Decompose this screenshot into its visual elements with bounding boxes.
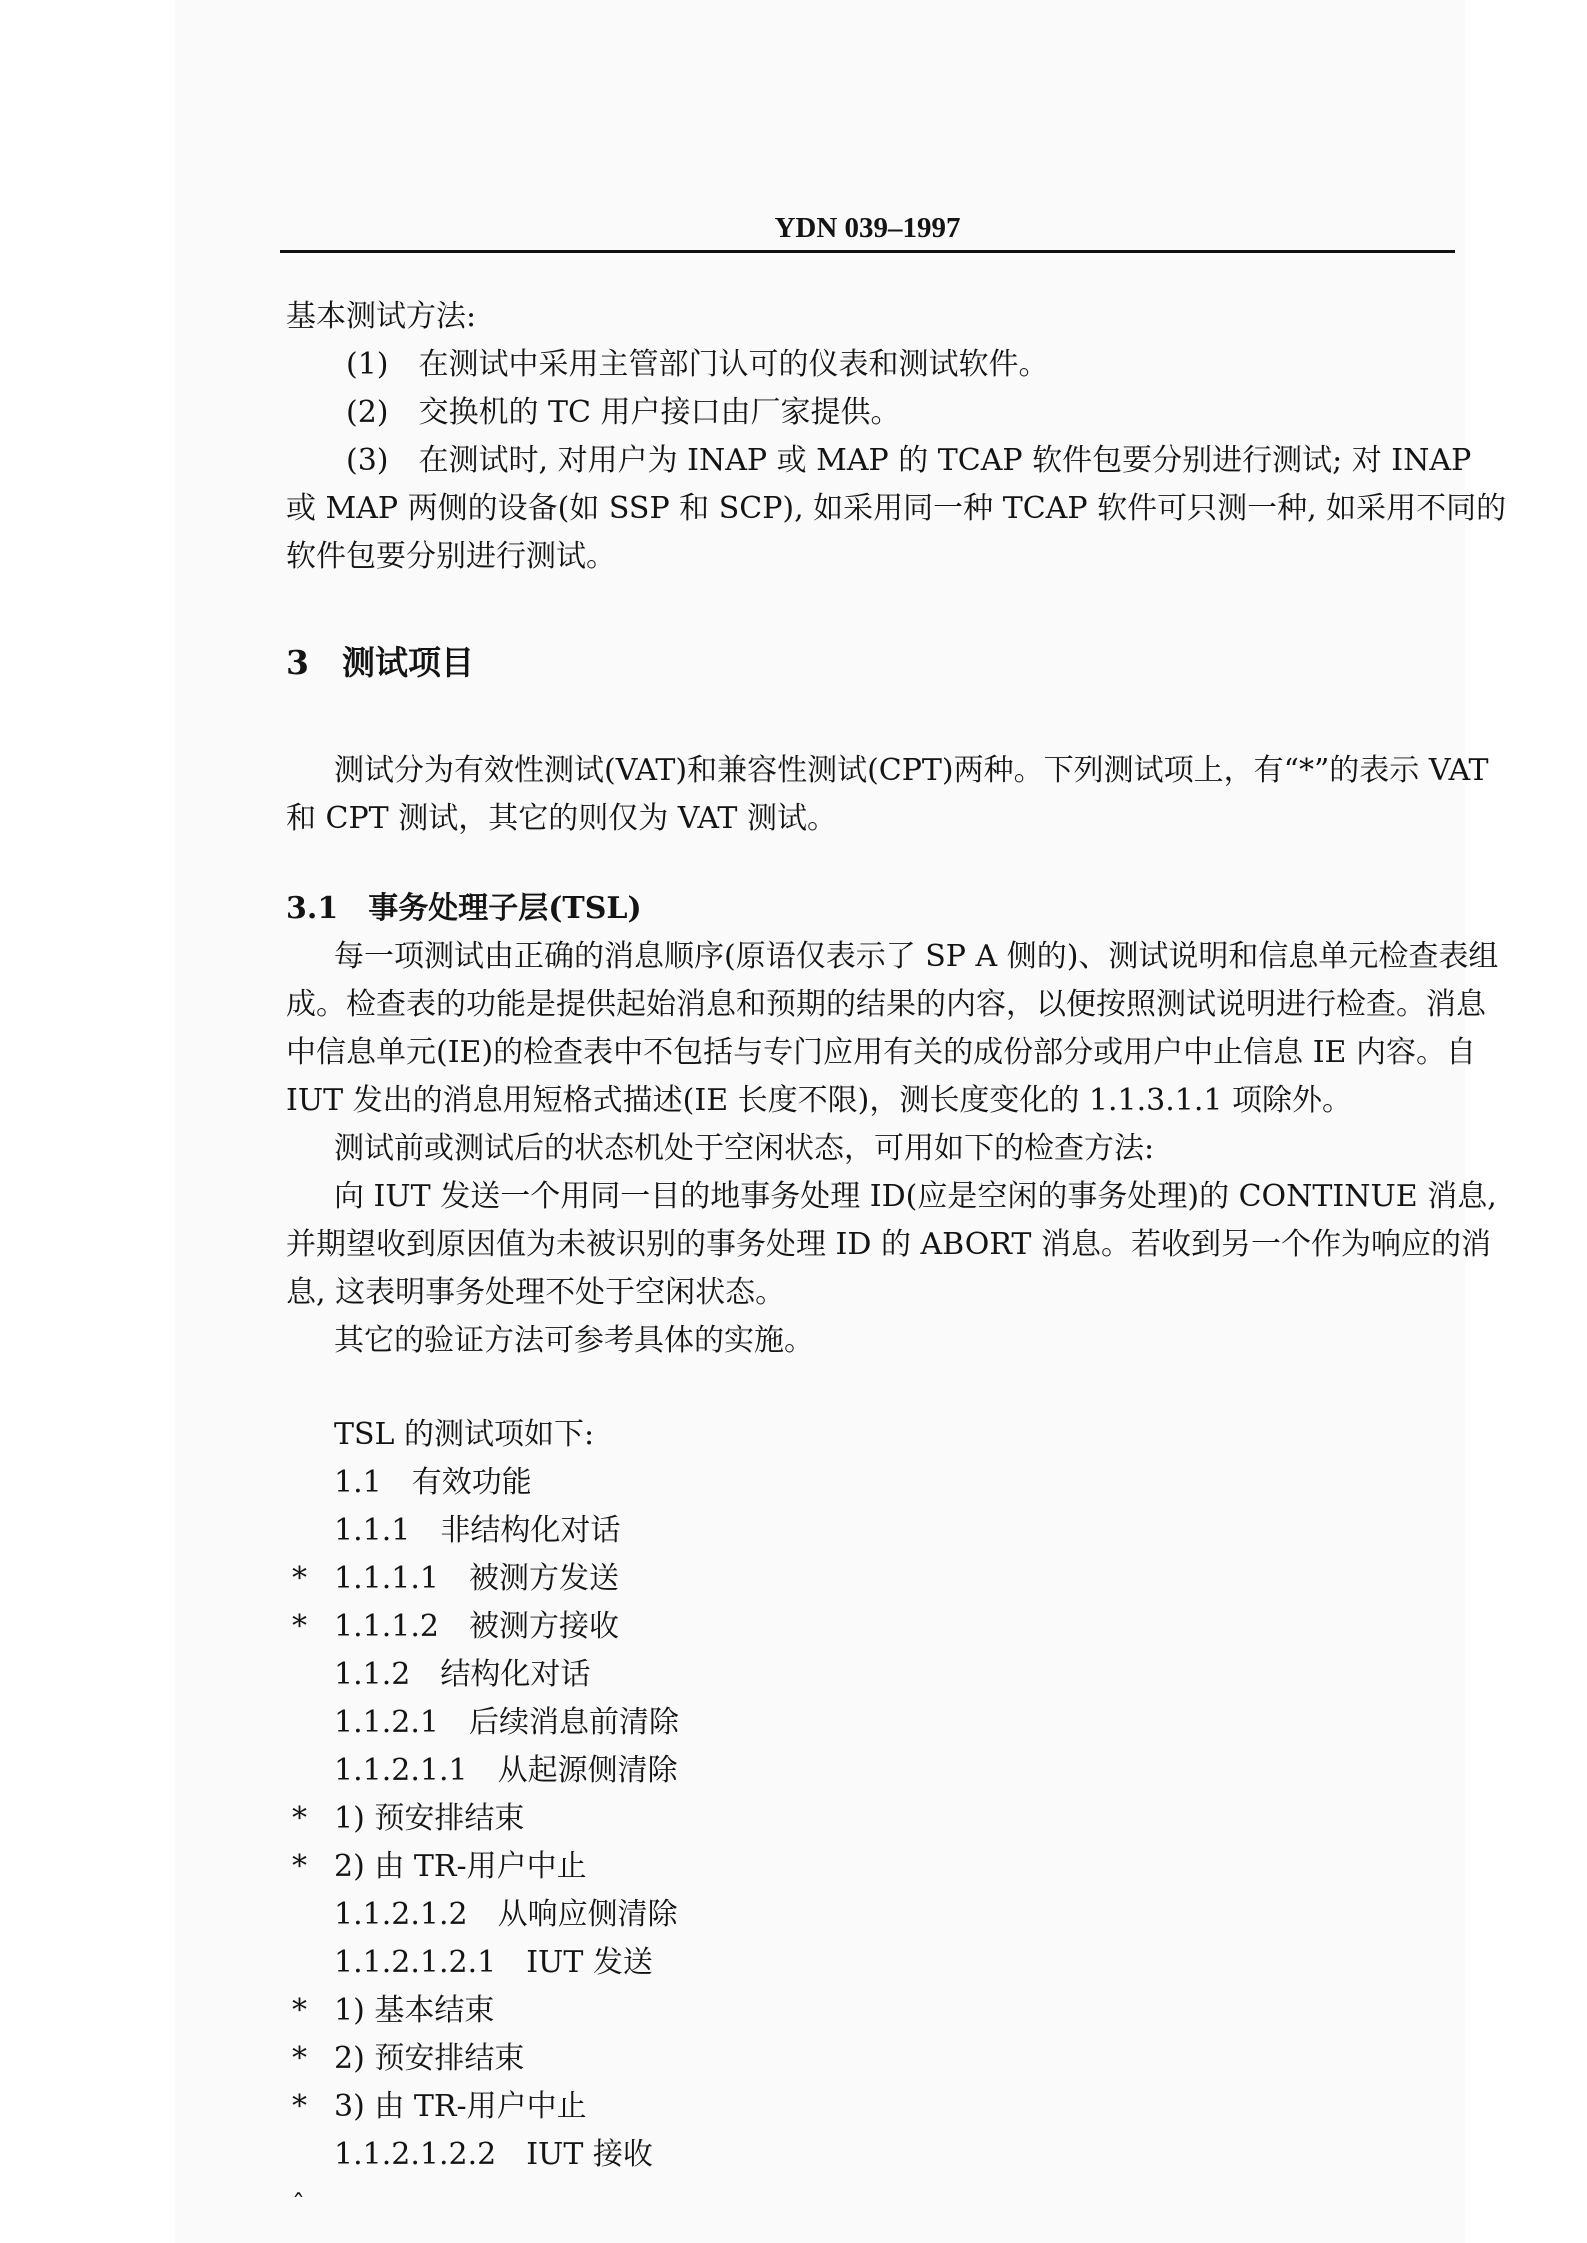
item-star: * <box>292 1849 307 1884</box>
section-3-paragraph-line-2: 和 CPT 测试，其它的则仅为 VAT 测试。 <box>286 801 837 836</box>
footer-mark: ˆ <box>292 2190 305 2220</box>
item-star: * <box>292 2041 307 2076</box>
item-star: * <box>292 1609 307 1644</box>
basic-methods-title: 基本测试方法: <box>286 299 477 334</box>
paragraph-3: 测试前或测试后的状态机处于空闲状态，可用如下的检查方法: <box>334 1131 1155 1166</box>
list-item: 1.1.2.1.2.1 IUT 发送 <box>334 1945 653 1980</box>
method-item-2: (2) 交换机的 TC 用户接口由厂家提供。 <box>346 395 901 430</box>
list-item: 3) 由 TR-用户中止 <box>334 2089 587 2124</box>
method-item-3-line-2: 或 MAP 两侧的设备(如 SSP 和 SCP), 如采用同一种 TCAP 软件可只测一种, 如采用不同的 <box>286 491 1507 526</box>
section-3-heading: 3 测试项目 <box>286 643 474 682</box>
paragraph-2-line-3: 中信息单元(IE)的检查表中不包括与专门应用有关的成份部分或用户中止信息 IE 内容。自 <box>286 1035 1476 1070</box>
method-item-1: (1) 在测试中采用主管部门认可的仪表和测试软件。 <box>346 347 1049 382</box>
item-star: * <box>292 1993 307 2028</box>
section-3-1-heading: 3.1 事务处理子层(TSL) <box>286 891 642 926</box>
paragraph-2-line-2: 成。检查表的功能是提供起始消息和预期的结果的内容，以便按照测试说明进行检查。消息 <box>286 987 1486 1022</box>
item-star: * <box>292 2089 307 2124</box>
paragraph-4-line-1: 向 IUT 发送一个用同一目的地事务处理 ID(应是空闲的事务处理)的 CONTINUE 消息, <box>334 1179 1497 1214</box>
item-star: * <box>292 1561 307 1596</box>
paragraph-4-line-3: 息, 这表明事务处理不处于空闲状态。 <box>286 1275 786 1310</box>
list-item: 2) 预安排结束 <box>334 2041 525 2076</box>
item-star: * <box>292 1801 307 1836</box>
paragraph-4-line-2: 并期望收到原因值为未被识别的事务处理 ID 的 ABORT 消息。若收到另一个作为响应的消 <box>286 1227 1491 1262</box>
list-item: 2) 由 TR-用户中止 <box>334 1849 587 1884</box>
section-3-paragraph-line-1: 测试分为有效性测试(VAT)和兼容性测试(CPT)两种。下列测试项上，有“*”的表示 VAT <box>334 753 1489 788</box>
tsl-items-intro: TSL 的测试项如下: <box>334 1417 595 1452</box>
list-item: 1) 基本结束 <box>334 1993 495 2028</box>
list-item: 1.1.2.1 后续消息前清除 <box>334 1705 679 1740</box>
paragraph-5: 其它的验证方法可参考具体的实施。 <box>334 1323 814 1358</box>
page-header-doc-code: YDN 039–1997 <box>774 212 961 244</box>
list-item: 1) 预安排结束 <box>334 1801 525 1836</box>
list-item: 1.1.1.2 被测方接收 <box>334 1609 619 1644</box>
list-item: 1.1 有效功能 <box>334 1465 532 1500</box>
method-item-3-line-3: 软件包要分别进行测试。 <box>286 539 616 574</box>
list-item: 1.1.2.1.1 从起源侧清除 <box>334 1753 678 1788</box>
paragraph-2-line-4: IUT 发出的消息用短格式描述(IE 长度不限)，测长度变化的 1.1.3.1.1 项除外。 <box>286 1083 1353 1118</box>
list-item: 1.1.1.1 被测方发送 <box>334 1561 619 1596</box>
method-item-3-line-1: (3) 在测试时, 对用户为 INAP 或 MAP 的 TCAP 软件包要分别进行测试; 对 INAP <box>346 443 1472 478</box>
list-item: 1.1.2 结构化对话 <box>334 1657 591 1692</box>
header-rule <box>280 250 1455 253</box>
list-item: 1.1.1 非结构化对话 <box>334 1513 621 1548</box>
list-item: 1.1.2.1.2.2 IUT 接收 <box>334 2137 653 2172</box>
list-item: 1.1.2.1.2 从响应侧清除 <box>334 1897 678 1932</box>
paragraph-2-line-1: 每一项测试由正确的消息顺序(原语仅表示了 SP A 侧的)、测试说明和信息单元检查表组 <box>334 939 1499 974</box>
